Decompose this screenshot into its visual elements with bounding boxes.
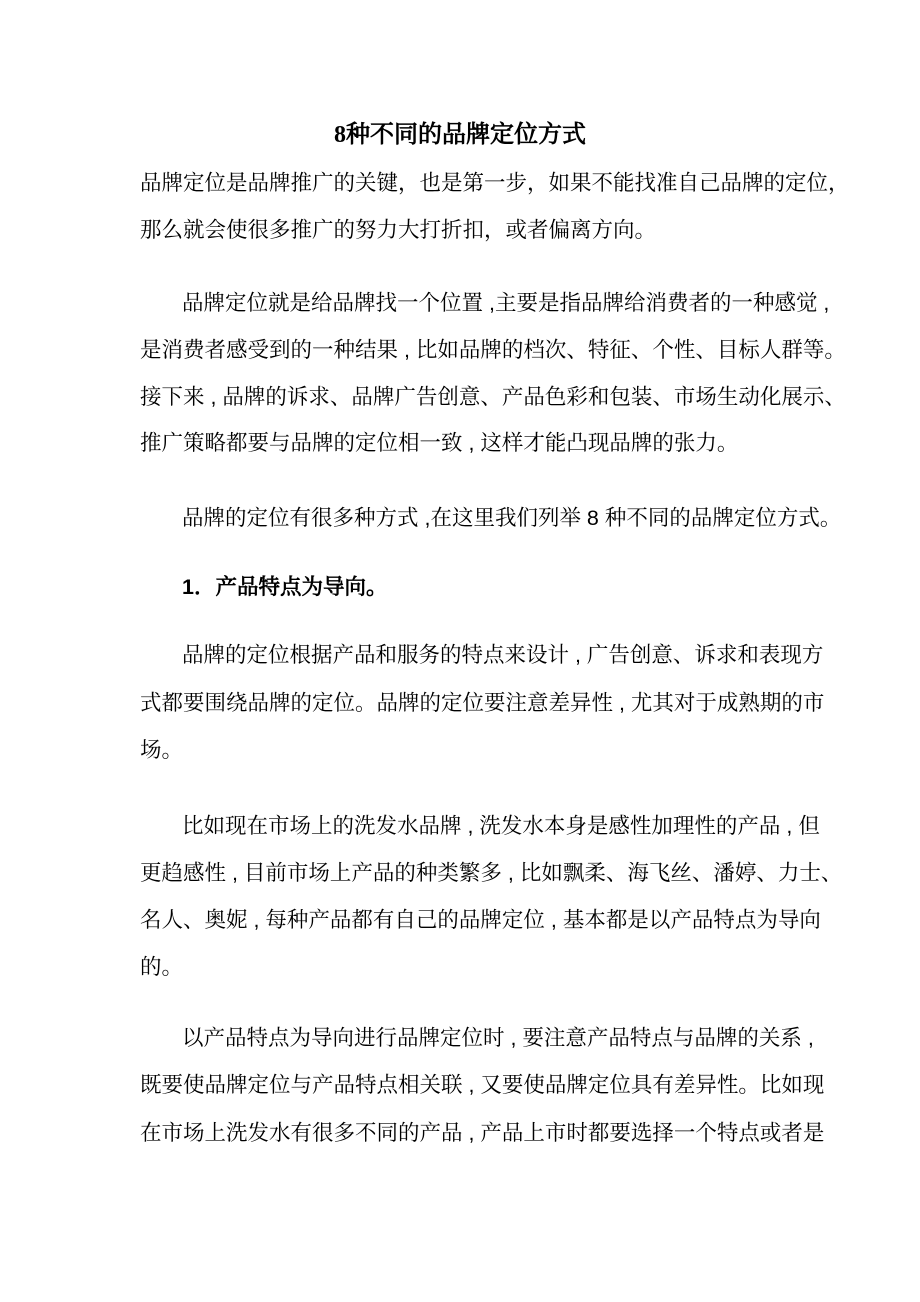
paragraph-line: 的。 [140,955,184,979]
paragraph-line: 接下来 , 品牌的诉求、品牌广告创意、产品色彩和包装、市场生动化展示、 [140,385,846,409]
section-heading: 1．产品特点为导向。 [182,575,388,599]
paragraph-line: 在市场上洗发水有很多不同的产品 , 产品上市时都要选择一个特点或者是 [140,1121,825,1145]
paragraph-line: 比如现在市场上的洗发水品牌 , 洗发水本身是感性加理性的产品 , 但 [182,814,820,838]
intro-line: 那么就会使很多推广的努力大打折扣，或者偏离方向。 [140,218,657,242]
paragraph-line: 推广策略都要与品牌的定位相一致 , 这样才能凸现品牌的张力。 [140,431,739,455]
paragraph-line: 式都要围绕品牌的定位。品牌的定位要注意差异性 , 尤其对于成熟期的市 [140,691,825,715]
paragraph-line: 更趋感性 , 目前市场上产品的种类繁多 , 比如飘柔、海飞丝、潘婷、力士、 [140,861,843,885]
paragraph-line: 名人、奥妮 , 每种产品都有自己的品牌定位 , 基本都是以产品特点为导向 [140,908,821,932]
paragraph-line: 品牌的定位有很多种方式 ,在这里我们列举 8 种不同的品牌定位方式。 [182,506,842,530]
paragraph-line: 品牌的定位根据产品和服务的特点来设计 , 广告创意、诉求和表现方 [182,643,824,667]
paragraph-line: 场。 [140,738,184,762]
paragraph-line: 既要使品牌定位与产品特点相关联 , 又要使品牌定位具有差异性。比如现 [140,1073,825,1097]
paragraph-line: 以产品特点为导向进行品牌定位时 , 要注意产品特点与品牌的关系 , [182,1026,814,1050]
document-title: 8种不同的品牌定位方式 [334,122,586,148]
paragraph-line: 是消费者感受到的一种结果 , 比如品牌的档次、特征、个性、目标人群等。 [140,338,846,362]
paragraph-line: 品牌定位就是给品牌找一个位置 ,主要是指品牌给消费者的一种感觉 , [182,291,830,315]
intro-line: 品牌定位是品牌推广的关键，也是第一步，如果不能找准自己品牌的定位， [140,171,850,195]
